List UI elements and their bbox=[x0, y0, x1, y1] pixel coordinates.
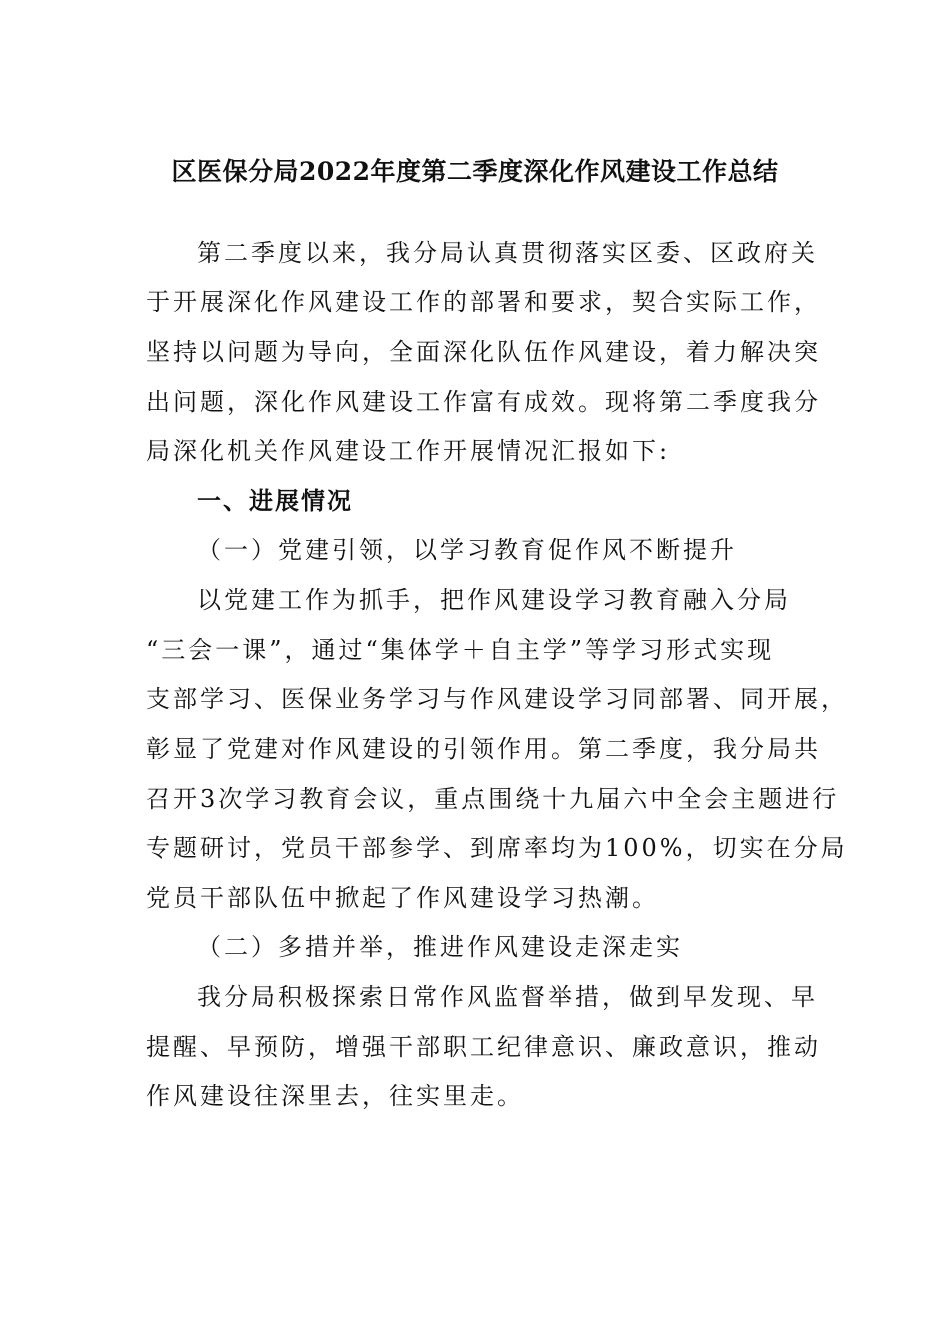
paragraph-line: 党员干部队伍中掀起了作风建设学习热潮。 bbox=[146, 884, 659, 912]
paragraph-line: 局深化机关作风建设工作开展情况汇报如下: bbox=[146, 437, 671, 465]
paragraph-line: 支部学习、医保业务学习与作风建设学习同部署、同开展， bbox=[146, 685, 848, 713]
paragraph-line: 召开3次学习教育会议，重点围绕十九届六中全会主题进行 bbox=[146, 785, 840, 813]
paragraph-line: 我分局积极探索日常作风监督举措，做到早发现、早 bbox=[197, 983, 818, 1011]
section-heading: 一、进展情况 bbox=[197, 487, 353, 515]
paragraph-line: 坚持以问题为导向，全面深化队伍作风建设，着力解决突 bbox=[146, 338, 821, 366]
paragraph-line: 提醒、早预防，增强干部职工纪律意识、廉政意识，推动 bbox=[146, 1033, 821, 1061]
subsection-heading: （二）多措并举，推进作风建设走深走实 bbox=[197, 933, 683, 961]
paragraph-line: “三会一课”，通过“集体学＋自主学”等学习形式实现 bbox=[146, 636, 775, 664]
paragraph-line: 专题研讨，党员干部参学、到席率均为100%，切实在分局 bbox=[146, 834, 848, 862]
paragraph-line: 以党建工作为抓手，把作风建设学习教育融入分局 bbox=[197, 586, 791, 614]
paragraph-line: 于开展深化作风建设工作的部署和要求，契合实际工作， bbox=[146, 288, 821, 316]
paragraph-line: 出问题，深化作风建设工作富有成效。现将第二季度我分 bbox=[146, 388, 821, 416]
paragraph-line: 作风建设往深里去，往实里走。 bbox=[146, 1082, 524, 1110]
subsection-heading: （一）党建引领，以学习教育促作风不断提升 bbox=[197, 536, 737, 564]
document-title: 区医保分局2022年度第二季度深化作风建设工作总结 bbox=[171, 157, 779, 186]
paragraph-line: 第二季度以来，我分局认真贯彻落实区委、区政府关 bbox=[197, 239, 818, 267]
paragraph-line: 彰显了党建对作风建设的引领作用。第二季度，我分局共 bbox=[146, 735, 821, 763]
